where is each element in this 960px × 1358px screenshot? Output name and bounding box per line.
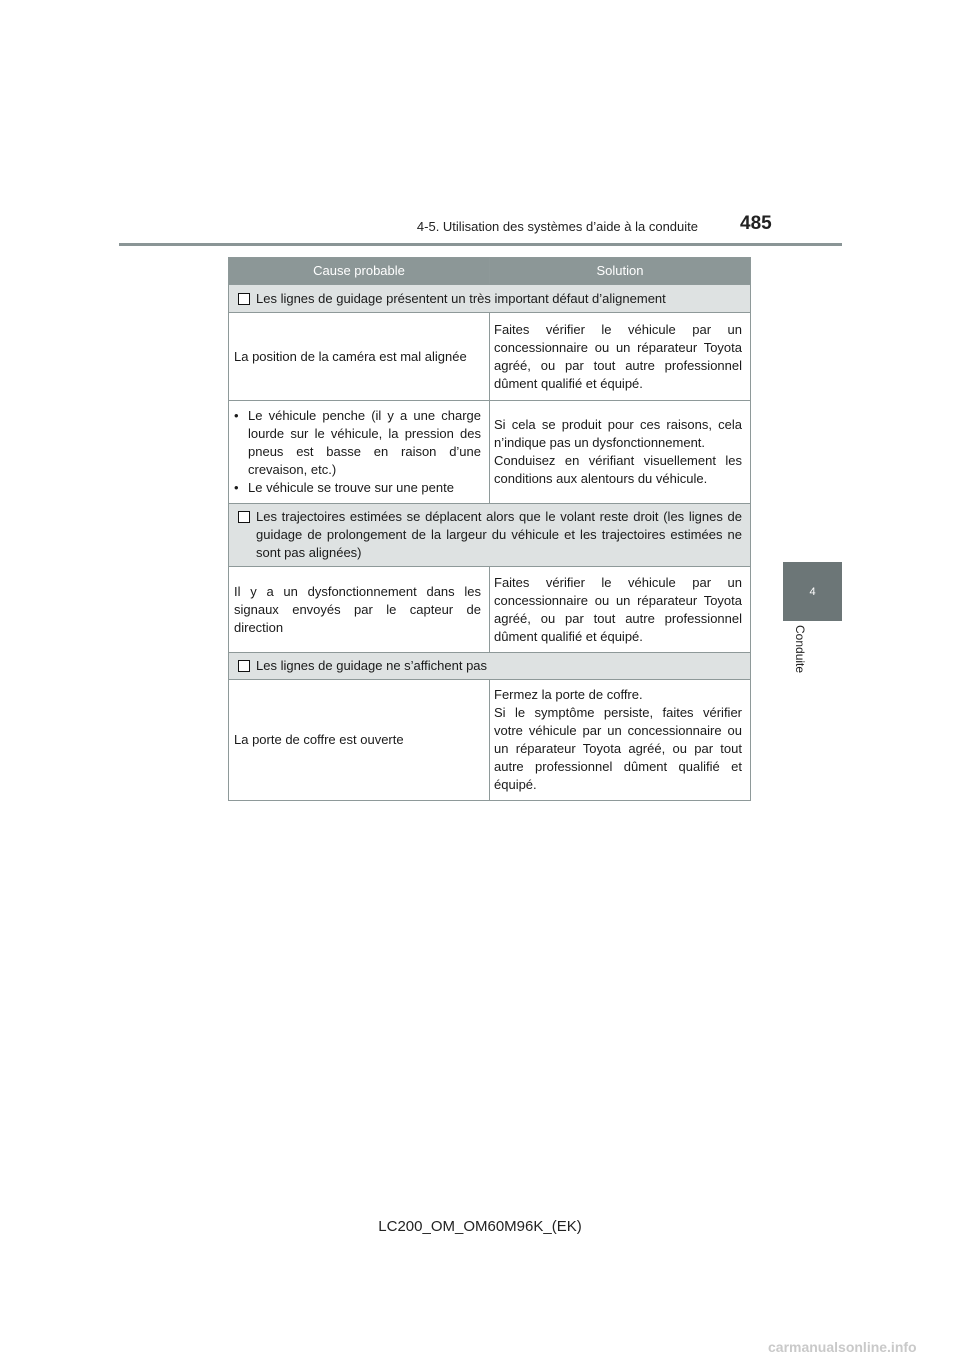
cause-cell [229, 401, 490, 504]
group-title: Les trajectoires estimées se déplacent alors que le volant reste droit (les lignes de guidage de prolongement de la largeur du véhicule et les trajectoires estimées ne sont pas alignées) [256, 509, 742, 560]
table-row [229, 567, 751, 653]
chapter-label: Conduite [793, 625, 807, 674]
solution-line: Si cela se produit pour ces raisons, cela n’indique pas un dysfonctionnement. [494, 417, 742, 450]
cause-item-text: Le véhicule penche (il y a une charge lourde sur le véhicule, la pression des pneus est basse en raison d’une crevaison, etc.) [248, 408, 481, 477]
page-number: 485 [740, 213, 772, 234]
watermark: carmanualsonline.info [768, 1339, 917, 1355]
cause-cell: La porte de coffre est ouverte [229, 680, 490, 801]
list-item [234, 479, 481, 497]
solution-line: Si le symptôme persiste, faites vérifier votre véhicule par un concessionnaire ou un réparateur Toyota agréé, ou par tout autre professionnel dûment qualifié et équipé. [494, 705, 742, 792]
group-title: Les lignes de guidage présentent un très important défaut d’alignement [256, 290, 666, 306]
header-divider [119, 243, 842, 246]
group-row [229, 285, 751, 313]
column-header-cause: Cause probable [229, 258, 490, 285]
solution-cell: Faites vérifier le véhicule par un concessionnaire ou un réparateur Toyota agréé, ou par tout autre professionnel dûment qualifié et équipé. [490, 567, 751, 653]
group-row [229, 504, 751, 567]
cause-cell: La position de la caméra est mal alignée [229, 313, 490, 401]
solution-cell [490, 680, 751, 801]
column-header-solution: Solution [490, 258, 751, 285]
table-row [229, 401, 751, 504]
group-row [229, 653, 751, 680]
table-row [229, 313, 751, 401]
checkbox-icon [238, 511, 250, 523]
cause-cell: Il y a un dysfonctionnement dans les signaux envoyés par le capteur de direction [229, 567, 490, 653]
solution-line: Fermez la porte de coffre. [494, 687, 643, 702]
solution-cell: Faites vérifier le véhicule par un concessionnaire ou un réparateur Toyota agréé, ou par tout autre professionnel dûment qualifié et équipé. [490, 313, 751, 401]
group-title: Les lignes de guidage ne s’affichent pas [256, 658, 488, 673]
cause-list [234, 407, 481, 497]
chapter-number: 4 [809, 585, 816, 598]
troubleshooting-table [228, 257, 751, 801]
solution-line: Conduisez en vérifiant visuellement les conditions aux alentours du véhicule. [494, 453, 742, 486]
bullet: • [234, 408, 239, 423]
bullet: • [234, 480, 239, 495]
cause-item-text: Le véhicule se trouve sur une pente [248, 480, 454, 495]
checkbox-icon [238, 293, 250, 305]
document-code: LC200_OM_OM60M96K_(EK) [378, 1218, 582, 1235]
checkbox-icon [238, 660, 250, 672]
list-item [234, 407, 481, 479]
chapter-tab [783, 562, 842, 621]
table-row [229, 680, 751, 801]
table-header-row [229, 258, 751, 285]
section-title: 4-5. Utilisation des systèmes d’aide à la conduite [416, 219, 698, 234]
solution-cell [490, 401, 751, 504]
